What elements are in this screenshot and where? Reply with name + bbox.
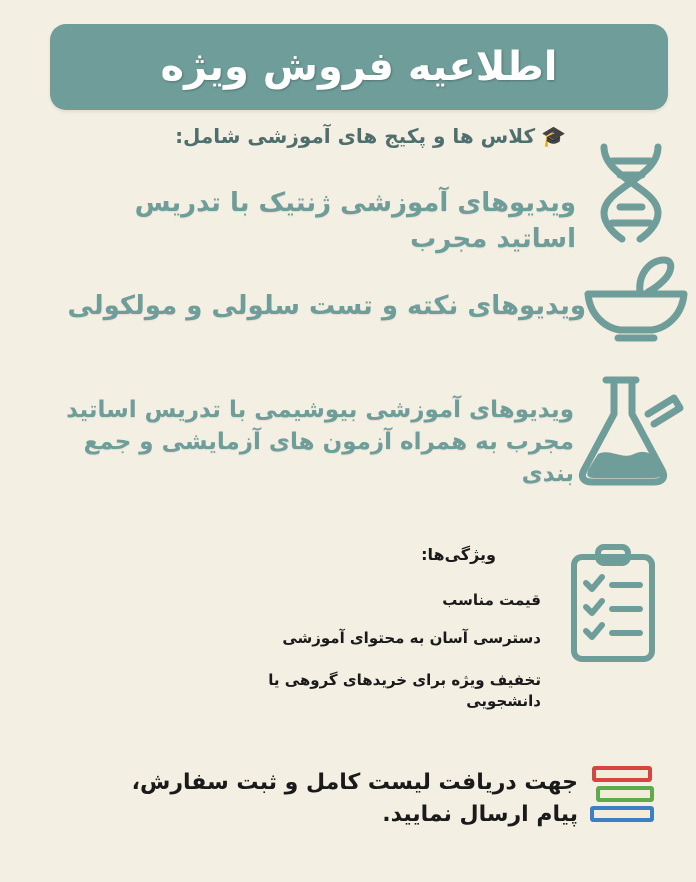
dna-icon bbox=[596, 143, 666, 243]
intro-text: کلاس ها و پکیج های آموزشی شامل: bbox=[175, 124, 536, 148]
properties-title: ویژگی‌ها: bbox=[421, 545, 496, 564]
books-stack-icon bbox=[586, 758, 660, 828]
call-to-action: جهت دریافت لیست کامل و ثبت سفارش، پیام ارسال نمایید. bbox=[131, 770, 578, 827]
checklist-clipboard-icon bbox=[568, 543, 658, 663]
banner-title: اطلاعیه فروش ویژه bbox=[160, 44, 558, 90]
intro-line bbox=[146, 124, 566, 148]
announcement-banner bbox=[50, 24, 668, 110]
flask-icon bbox=[576, 374, 686, 486]
property-item: تخفیف ویژه برای خریدهای گروهی یا دانشجویی bbox=[268, 671, 541, 710]
feature-biochemistry: ویدیوهای آموزشی بیوشیمی با تدریس اساتید مجرب به همراه آزمون های آزمایشی و جمع بندی bbox=[66, 397, 574, 487]
property-item: قیمت مناسب bbox=[442, 591, 541, 609]
mortar-bowl-icon bbox=[582, 252, 690, 342]
graduation-cap-icon: 🎓 bbox=[541, 124, 566, 148]
property-item: دسترسی آسان به محتوای آموزشی bbox=[282, 629, 541, 647]
feature-cellular-molecular: ویدیوهای نکته و تست سلولی و مولکولی bbox=[67, 291, 586, 321]
feature-genetics: ویدیوهای آموزشی ژنتیک با تدریس اساتید مجرب bbox=[134, 188, 576, 254]
